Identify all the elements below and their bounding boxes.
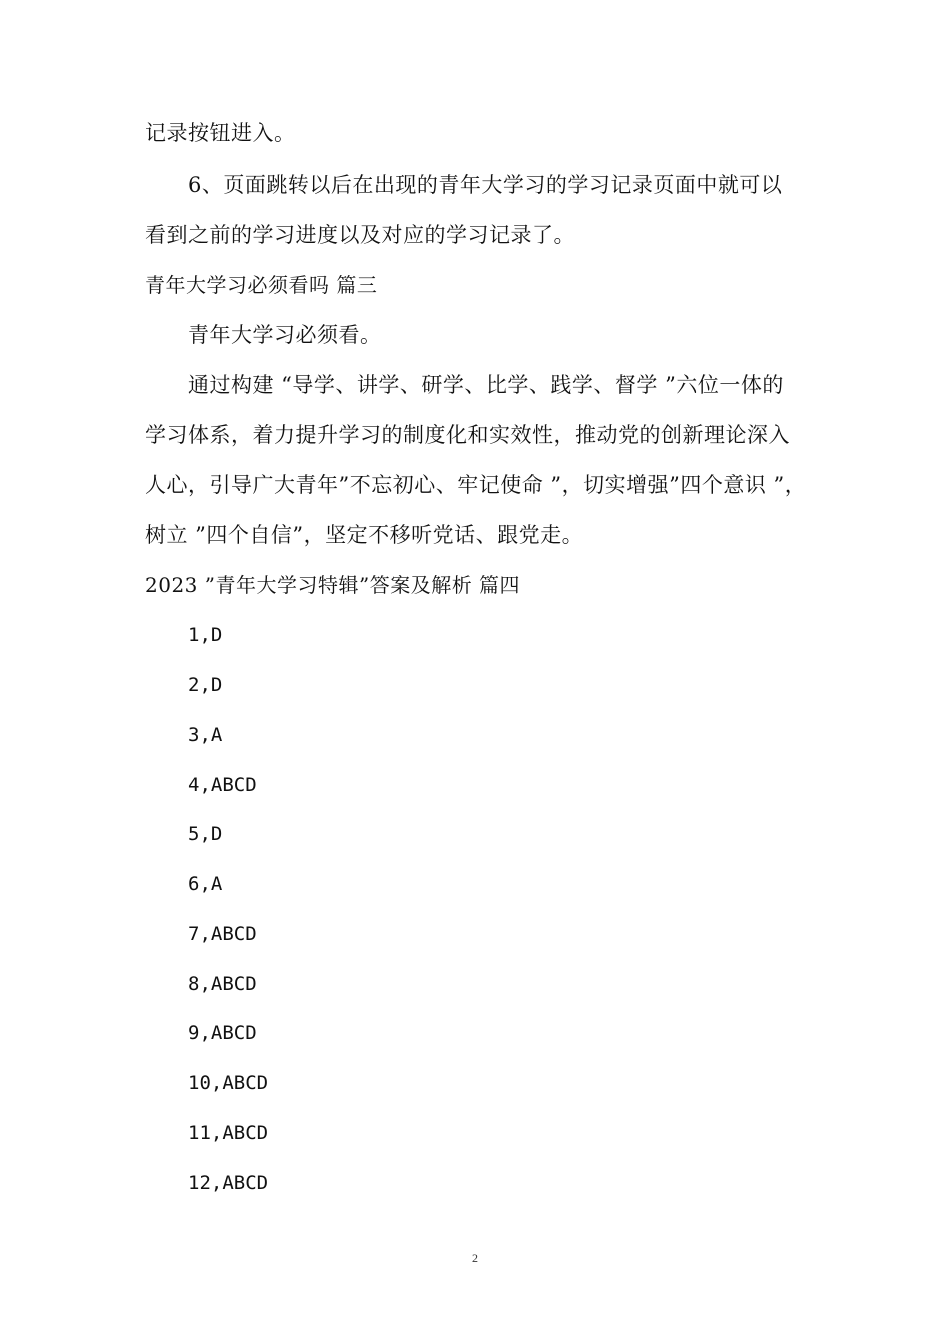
section-heading-part-4: 2023 ”青年大学习特辑”答案及解析 篇四 — [145, 573, 521, 597]
answer-item: 12,ABCD — [188, 1172, 269, 1194]
answer-item: 9,ABCD — [188, 1022, 257, 1044]
answer-item: 3,A — [188, 724, 223, 746]
answer-item: 4,ABCD — [188, 774, 257, 796]
paragraph-step-6-line-2: 看到之前的学习进度以及对应的学习记录了。 — [145, 223, 575, 247]
answer-item: 10,ABCD — [188, 1072, 269, 1094]
answer-item: 2,D — [188, 674, 223, 696]
paragraph-body-line-1: 通过构建 “导学、讲学、研学、比学、践学、督学 ”六位一体的 — [188, 373, 784, 397]
answer-item: 11,ABCD — [188, 1122, 269, 1144]
paragraph-line-continuation: 记录按钮进入。 — [145, 121, 296, 145]
paragraph-step-6-line-1: 6、页面跳转以后在出现的青年大学习的学习记录页面中就可以 — [188, 173, 783, 197]
page-number: 2 — [472, 1251, 478, 1265]
paragraph-body-line-4: 树立 ”四个自信”，坚定不移听党话、跟党走。 — [145, 523, 584, 547]
paragraph-body-line-3: 人心，引导广大青年”不忘初心、牢记使命 ”，切实增强”四个意识 ”， — [145, 473, 807, 497]
paragraph-answer-statement: 青年大学习必须看。 — [188, 323, 382, 347]
section-heading-part-3: 青年大学习必须看吗 篇三 — [145, 273, 378, 297]
answer-item: 5,D — [188, 823, 223, 845]
answer-item: 6,A — [188, 873, 223, 895]
answer-item: 8,ABCD — [188, 973, 257, 995]
answer-item: 7,ABCD — [188, 923, 257, 945]
answer-item: 1,D — [188, 624, 223, 646]
paragraph-body-line-2: 学习体系，着力提升学习的制度化和实效性，推动党的创新理论深入 — [145, 423, 790, 447]
